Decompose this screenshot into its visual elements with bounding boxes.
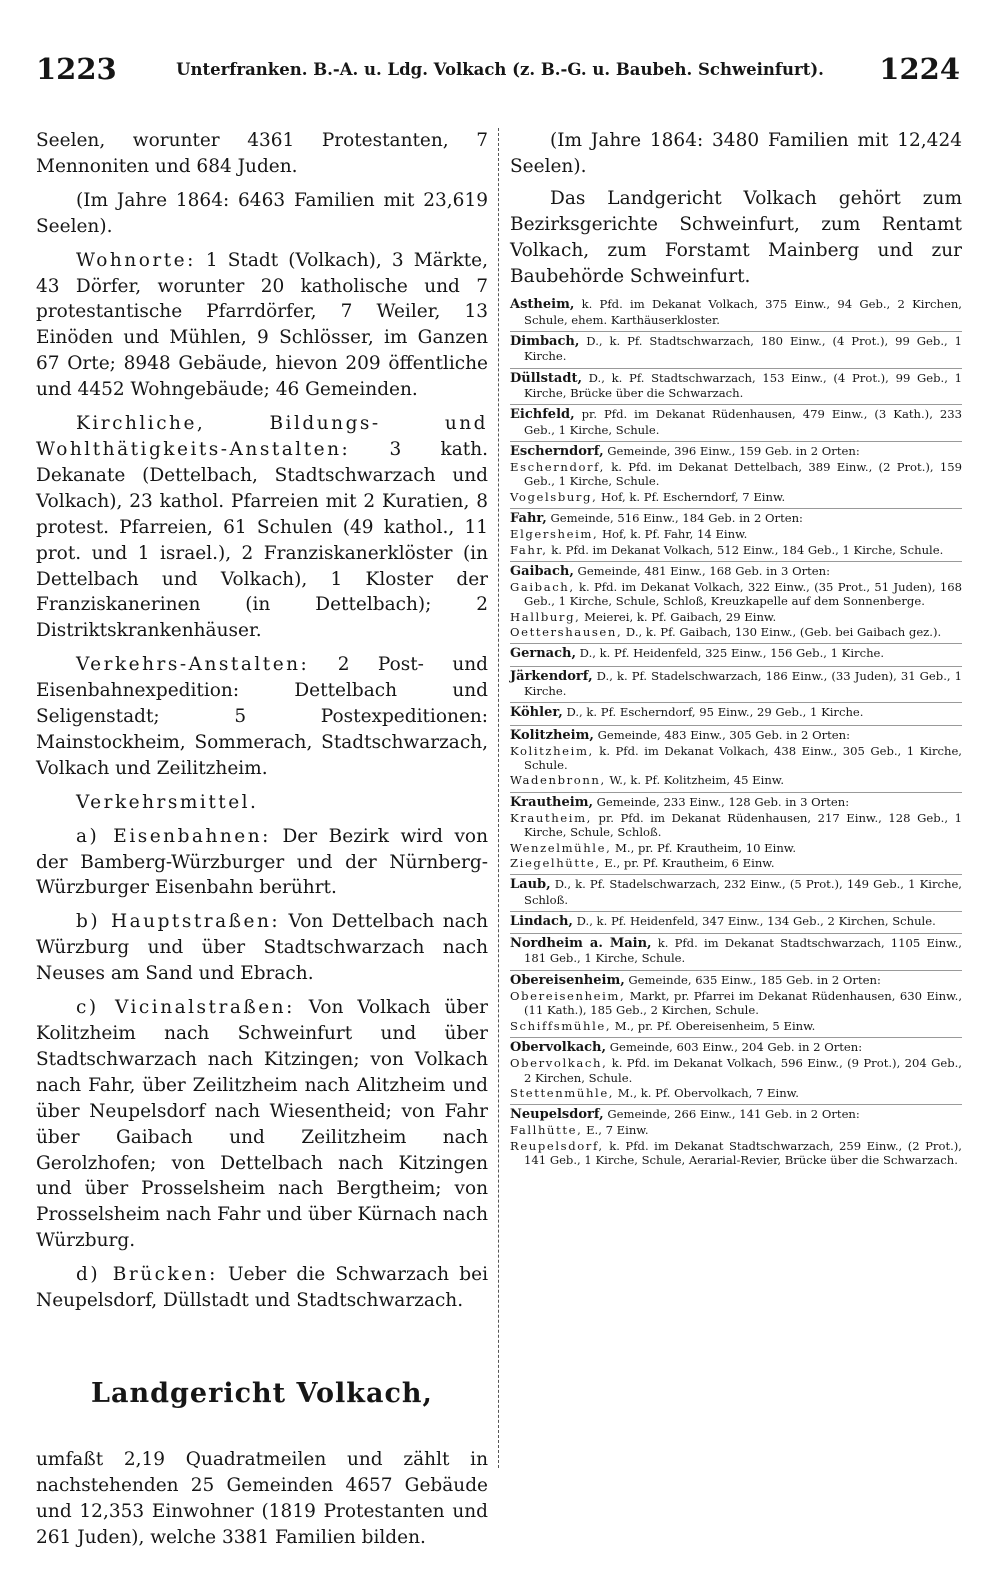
place-name: Escherndorf,: [510, 460, 605, 475]
label-bruecken: d) Brücken:: [76, 1264, 218, 1286]
place-name: Eichfeld,: [510, 407, 575, 423]
text-eisenbahnen: Der Bezirk wird von der Bamberg-Würzburger und der Nürnberg-Würzburger Eisenbahn berührt.: [36, 825, 488, 899]
place-description: D., k. Pf. Stadtschwarzach, 153 Einw., (4 Prot.), 99 Geb., 1 Kirche, Brücke über die Schwarzach.: [524, 370, 962, 400]
place-name: Lindach,: [510, 913, 573, 929]
place-name: Schiffsmühle,: [510, 1018, 612, 1033]
place-name: Hallburg,: [510, 609, 581, 624]
label-wohnorte: Wohnorte:: [76, 249, 196, 271]
place-name: Fahr,: [510, 511, 547, 526]
gazetteer-entry: [510, 911, 962, 929]
gazetteer-entry: [510, 1037, 962, 1055]
place-description: Markt, pr. Pfarrei im Dekanat Rüdenhausen, 630 Einw., (11 Kath.), 185 Geb., 2 Kirchen, Schule.: [524, 989, 962, 1018]
gazetteer-entry: [510, 874, 962, 907]
gazetteer-subentry: [510, 856, 962, 870]
place-description: k. Pfd. im Dekanat Stadtschwarzach, 259 Einw., (2 Prot.), 141 Geb., 1 Kirche, Schule, Aerarial-Revier, Brücke über die Schwarzach.: [524, 1138, 962, 1167]
place-description: pr. Pfd. im Dekanat Rüdenhausen, 479 Einw., (3 Kath.), 233 Geb., 1 Kirche, Schule.: [524, 407, 962, 437]
place-name: Gaibach,: [510, 563, 574, 579]
paragraph-umfasst: umfaßt 2,19 Quadratmeilen und zählt in nachstehenden 25 Gemeinden 4657 Gebäude und 12,353 Einwohner (1819 Protestanten und 261 Juden), welche 3381 Familien bilden.: [36, 1448, 488, 1548]
gazetteer-list: [510, 295, 962, 1167]
place-description: W., k. Pf. Kolitzheim, 45 Einw.: [605, 773, 785, 788]
gazetteer-entry: [510, 933, 962, 966]
gazetteer-entry: [510, 368, 962, 401]
gazetteer-entry: [510, 295, 962, 327]
paragraph-wohnorte: [36, 248, 488, 403]
gazetteer-subentry: [510, 527, 962, 541]
column-divider: [498, 128, 499, 1468]
place-name: Fallhütte,: [510, 1123, 583, 1138]
place-description: Hof, k. Pf. Escherndorf, 7 Einw.: [597, 489, 786, 504]
paragraph-verkehrs-anstalten: [36, 652, 488, 782]
page-number-left: 1223: [36, 52, 117, 86]
paragraph-anstalten: [36, 411, 488, 644]
place-description: E., pr. Pf. Krautheim, 6 Einw.: [600, 855, 775, 870]
text-bruecken: Ueber die Schwarzach bei Neupelsdorf, Düllstadt und Stadtschwarzach.: [36, 1264, 488, 1312]
gazetteer-entry: [510, 970, 962, 988]
place-name: Obervolkach,: [510, 1039, 607, 1055]
place-name: Fahr,: [510, 542, 548, 557]
place-name: Järkendorf,: [510, 668, 593, 684]
place-description: k. Pfd. im Dekanat Volkach, 596 Einw., (9 Prot.), 204 Geb., 2 Kirchen, Schule.: [524, 1056, 962, 1085]
place-name: Oettershausen,: [510, 625, 623, 640]
label-eisenbahnen: a) Eisenbahnen:: [76, 825, 271, 847]
paragraph-1864-right: (Im Jahre 1864: 3480 Familien mit 12,424 Seelen).: [510, 130, 962, 177]
place-description: Gemeinde, 635 Einw., 185 Geb. in 2 Orten:: [624, 972, 881, 987]
place-description: Gemeinde, 396 Einw., 159 Geb. in 2 Orten:: [603, 443, 860, 458]
paragraph-souls: Seelen, worunter 4361 Protestanten, 7 Mennoniten und 684 Juden.: [36, 130, 488, 177]
gazetteer-subentry: [510, 773, 962, 787]
gazetteer-entry: [510, 666, 962, 699]
place-name: Astheim,: [510, 297, 575, 313]
right-column: [510, 128, 962, 1167]
gazetteer-subentry: [510, 744, 962, 773]
gazetteer-entry: [510, 404, 962, 437]
place-description: D., k. Pf. Stadelschwarzach, 186 Einw., (33 Juden), 31 Geb., 1 Kirche.: [524, 668, 962, 698]
page-header: [0, 52, 1000, 102]
place-description: Gemeinde, 233 Einw., 128 Geb. in 3 Orten:: [592, 794, 850, 809]
paragraph-bruecken: [36, 1262, 488, 1314]
heading-verkehrsmittel: Verkehrsmittel.: [76, 791, 259, 813]
place-description: M., pr. Pf. Obereisenheim, 5 Einw.: [611, 1018, 816, 1033]
place-description: k. Pfd. im Dekanat Volkach, 375 Einw., 94 Geb., 2 Kirchen, Schule, ehem. Karthäuserkloster.: [524, 297, 962, 327]
gazetteer-entry: [510, 1104, 962, 1122]
gazetteer-subentry: [510, 1056, 962, 1085]
gazetteer-entry: [510, 441, 962, 459]
gazetteer-subentry: [510, 811, 962, 840]
text-anstalten: 3 kath. Dekanate (Dettelbach, Stadtschwarzach und Volkach), 23 kathol. Pfarreien mit 2 Kuratien, 8 protest. Pfarreien, 61 Schulen (49 kathol., 11 prot. und 1 israel.), 2 Franziskanerklöster (in Dettelbach und Volkach), 1 Kloster der Franziskanerinen (in Dettelbach); 2 Distriktskrankenhäuser.: [36, 438, 488, 642]
gazetteer-subentry: [510, 460, 962, 489]
place-description: Gemeinde, 603 Einw., 204 Geb. in 2 Orten:: [606, 1039, 863, 1054]
paragraph-vicinalstrassen: [36, 995, 488, 1254]
paragraph-eisenbahnen: [36, 824, 488, 902]
place-name: Gernach,: [510, 646, 576, 662]
text-hauptstrassen: Von Dettelbach nach Würzburg und über Stadtschwarzach nach Neuses am Sand und Ebrach.: [36, 911, 488, 985]
label-vicinalstrassen: c) Vicinalstraßen:: [76, 997, 295, 1019]
place-name: Laub,: [510, 877, 551, 893]
place-name: Escherndorf,: [510, 443, 604, 459]
place-name: Stettenmühle,: [510, 1085, 615, 1100]
gazetteer-entry: [510, 508, 962, 526]
gazetteer-entry: [510, 643, 962, 661]
place-name: Obereisenheim,: [510, 989, 626, 1004]
gazetteer-entry: [510, 331, 962, 364]
place-description: M., pr. Pf. Krautheim, 10 Einw.: [611, 840, 797, 855]
place-description: Hof, k. Pf. Fahr, 14 Einw.: [598, 527, 748, 542]
place-description: M., k. Pf. Obervolkach, 7 Einw.: [614, 1085, 799, 1100]
place-description: k. Pfd. im Dekanat Stadtschwarzach, 1105 Einw., 181 Geb., 1 Kirche, Schule.: [524, 936, 962, 966]
place-description: D., k. Pf. Stadelschwarzach, 232 Einw., (5 Prot.), 149 Geb., 1 Kirche, Schloß.: [524, 877, 962, 907]
place-description: k. Pfd. im Dekanat Dettelbach, 389 Einw., (2 Prot.), 159 Geb., 1 Kirche, Schule.: [524, 460, 962, 489]
gazetteer-entry: [510, 561, 962, 579]
gazetteer-entry: [510, 792, 962, 810]
place-description: k. Pfd. im Dekanat Volkach, 322 Einw., (35 Prot., 51 Juden), 168 Geb., 1 Kirche, Schule, Schloß, Kreuzkapelle auf dem Sonnenberge.: [524, 580, 962, 609]
paragraph-1864: (Im Jahre 1864: 6463 Familien mit 23,619 Seelen).: [36, 189, 488, 237]
gazetteer-subentry: [510, 543, 962, 557]
place-description: D., k. Pf. Heidenfeld, 347 Einw., 134 Geb., 2 Kirchen, Schule.: [572, 913, 936, 928]
label-anstalten: Kirchliche, Bildungs- und Wohlthätigkeits-Anstalten:: [36, 413, 488, 460]
place-description: Gemeinde, 481 Einw., 168 Geb. in 3 Orten:: [573, 563, 831, 578]
gazetteer-subentry: [510, 1019, 962, 1033]
text-verkehrs-anstalten: 2 Post- und Eisenbahnexpedition: Dettelbach und Seligenstadt; 5 Postexpeditionen: Mainstockheim, Sommerach, Stadtschwarzach, Volkach und Zeilitzheim.: [36, 654, 488, 779]
place-name: Krautheim,: [510, 794, 593, 810]
place-name: Nordheim a. Main,: [510, 936, 652, 952]
text-wohnorte: 1 Stadt (Volkach), 3 Märkte, 43 Dörfer, worunter 20 katholische und 7 protestantische Pfarrdörfer, 7 Weiler, 13 Einöden und Mühlen, 9 Schlösser, im Ganzen 67 Orte; 8948 Gebäude, hievon 209 öffentliche und 4452 Wohngebäude; 46 Gemeinden.: [36, 249, 488, 401]
gazetteer-subentry: [510, 989, 962, 1018]
gazetteer-subentry: [510, 625, 962, 639]
place-name: Obereisenheim,: [510, 972, 625, 988]
place-name: Düllstadt,: [510, 370, 582, 386]
gazetteer-entry: [510, 702, 962, 720]
place-name: Wadenbronn,: [510, 773, 606, 788]
place-name: Reupelsdorf,: [510, 1138, 604, 1153]
place-name: Kolitzheim,: [510, 727, 594, 743]
place-name: Neupelsdorf,: [510, 1107, 604, 1123]
running-title: Unterfranken. B.-A. u. Ldg. Volkach (z. B.-G. u. Baubeh. Schweinfurt).: [176, 60, 824, 79]
left-column: [36, 128, 488, 1551]
place-description: pr. Pfd. im Dekanat Rüdenhausen, 217 Einw., 128 Geb., 1 Kirche, Schule, Schloß.: [524, 811, 962, 840]
place-name: Wenzelmühle,: [510, 840, 612, 855]
gazetteer-subentry: [510, 580, 962, 609]
gazetteer-subentry: [510, 610, 962, 624]
paragraph-hauptstrassen: [36, 909, 488, 987]
label-hauptstrassen: b) Hauptstraßen:: [76, 911, 281, 933]
place-name: Köhler,: [510, 705, 563, 721]
place-description: D., k. Pf. Stadtschwarzach, 180 Einw., (4 Prot.), 99 Geb., 1 Kirche.: [524, 334, 962, 364]
gazetteer-subentry: [510, 1139, 962, 1168]
place-name: Obervolkach,: [510, 1056, 608, 1071]
gazetteer-subentry: [510, 1086, 962, 1100]
place-description: D., k. Pf. Gaibach, 130 Einw., (Geb. bei Gaibach gez.).: [622, 625, 942, 640]
place-description: D., k. Pf. Escherndorf, 95 Einw., 29 Geb., 1 Kirche.: [562, 705, 864, 720]
gazetteer-subentry: [510, 841, 962, 855]
text-vicinalstrassen: Von Volkach über Kolitzheim nach Schweinfurt und über Stadtschwarzach nach Kitzingen; von Volkach nach Fahr, über Zeilitzheim nach Alitzheim und über Neupelsdorf nach Wiesentheid; von Fahr über Gaibach und Zeilitzheim nach Gerolzhofen; von Dettelbach nach Kitzingen und über Prosselsheim nach Bergtheim; von Prosselsheim nach Fahr und über Kürnach nach Würzburg.: [36, 997, 489, 1252]
gazetteer-subentry: [510, 1123, 962, 1137]
place-name: Gaibach,: [510, 580, 575, 595]
paragraph-landgericht-belongs: Das Landgericht Volkach gehört zum Bezirksgerichte Schweinfurt, zum Rentamt Volkach, zum Forstamt Mainberg und zur Baubehörde Schweinfurt.: [510, 187, 962, 287]
place-description: Gemeinde, 483 Einw., 305 Geb. in 2 Orten:: [593, 727, 851, 742]
place-description: D., k. Pf. Heidenfeld, 325 Einw., 156 Geb., 1 Kirche.: [576, 646, 885, 661]
place-name: Elgersheim,: [510, 527, 599, 542]
gazetteer-subentry: [510, 490, 962, 504]
place-description: k. Pfd. im Dekanat Volkach, 438 Einw., 305 Geb., 1 Kirche, Schule.: [524, 743, 962, 773]
label-verkehrs-anstalten: Verkehrs-Anstalten:: [76, 654, 310, 676]
place-description: E., 7 Einw.: [582, 1123, 649, 1138]
place-description: Gemeinde, 266 Einw., 141 Geb. in 2 Orten:: [603, 1107, 860, 1122]
section-title: Landgericht Volkach,: [91, 1377, 433, 1409]
place-name: Krautheim,: [510, 811, 592, 826]
place-name: Dimbach,: [510, 334, 580, 350]
place-name: Kolitzheim,: [510, 743, 594, 758]
gazetteer-entry: [510, 725, 962, 743]
place-description: Meierei, k. Pf. Gaibach, 29 Einw.: [580, 609, 777, 624]
place-description: k. Pfd. im Dekanat Volkach, 512 Einw., 184 Geb., 1 Kirche, Schule.: [547, 542, 944, 557]
page-number-right: 1224: [879, 52, 960, 86]
place-name: Vogelsburg,: [510, 489, 598, 504]
place-description: Gemeinde, 516 Einw., 184 Geb. in 2 Orten:: [546, 511, 803, 525]
place-name: Ziegelhütte,: [510, 855, 601, 870]
